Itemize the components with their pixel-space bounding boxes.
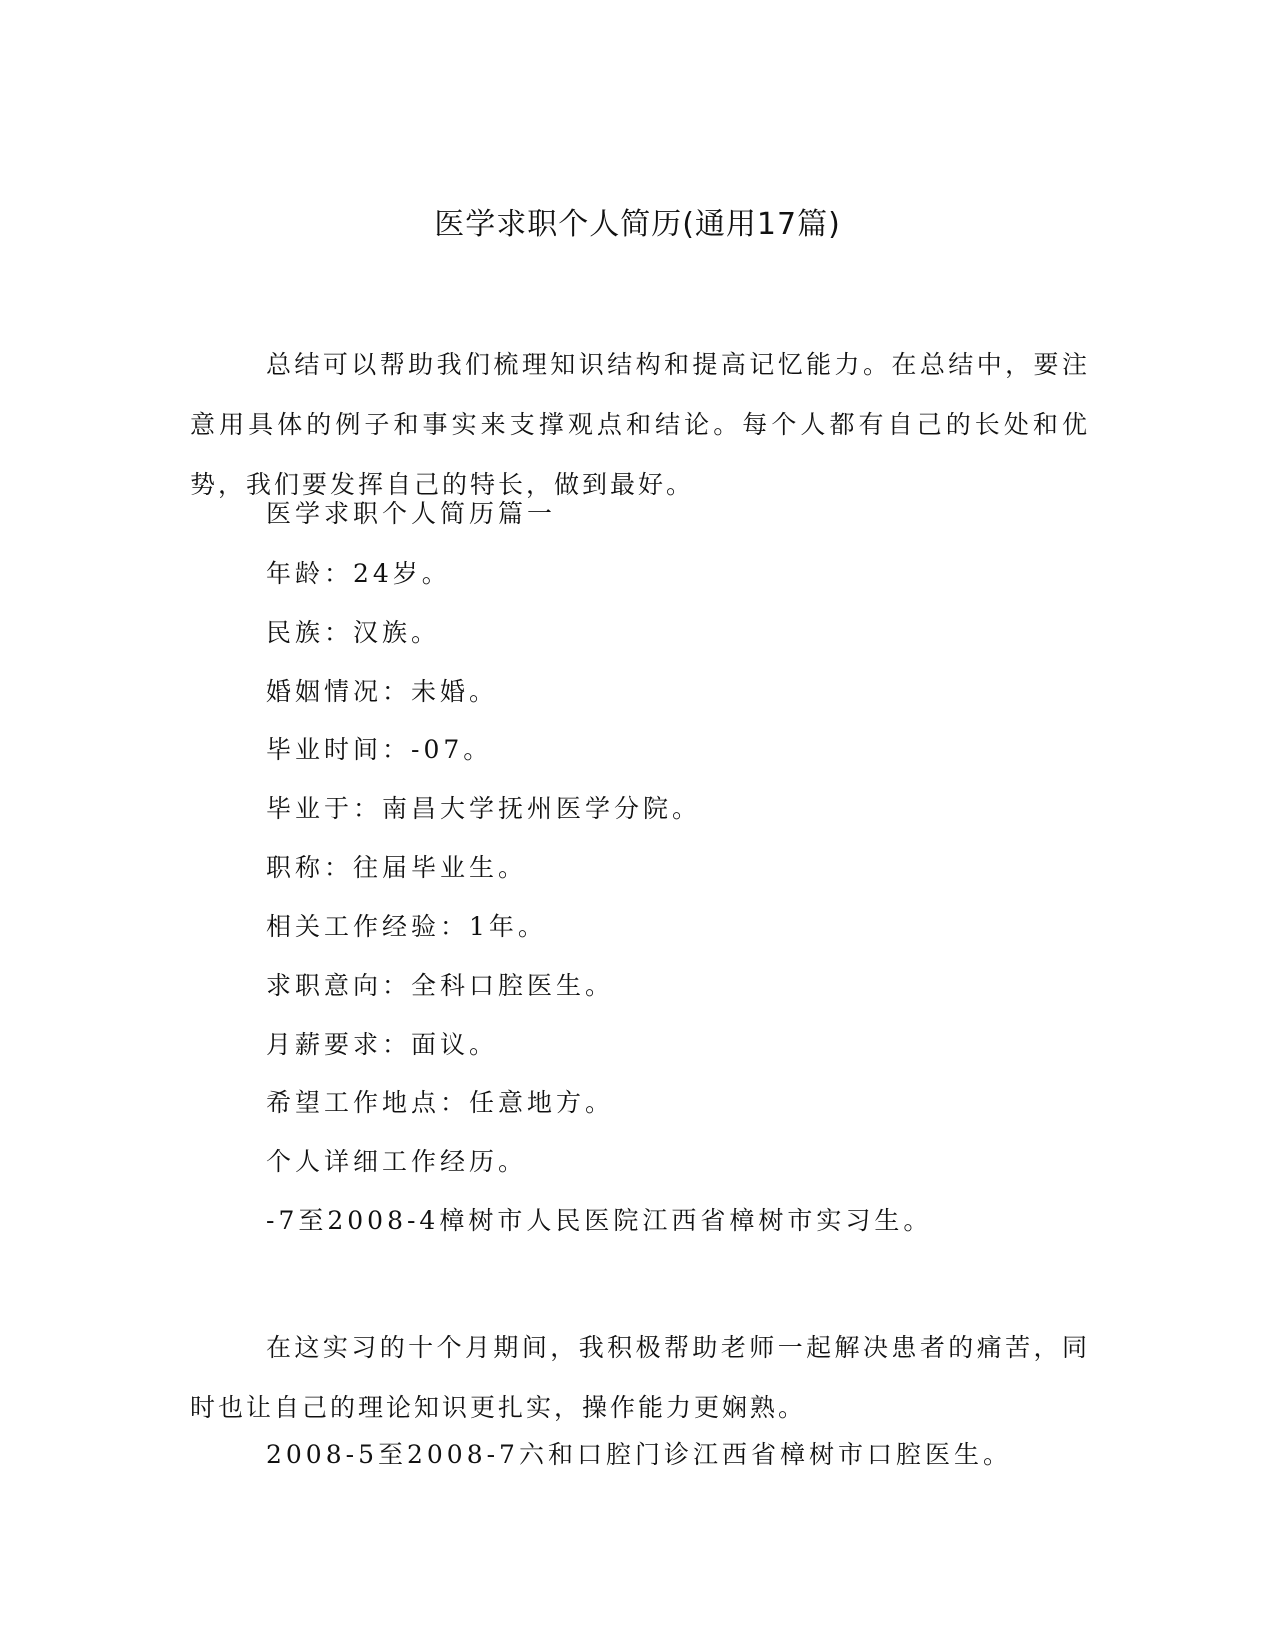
age-line: 年龄：24岁。 bbox=[266, 559, 451, 588]
work-history-heading: 个人详细工作经历。 bbox=[266, 1147, 528, 1176]
work-history-entry: 2008-5至2008-7六和口腔门诊江西省樟树市口腔医生。 bbox=[266, 1440, 1012, 1469]
graduation-time-line: 毕业时间：-07。 bbox=[266, 735, 493, 764]
work-experience-years-line: 相关工作经验：1年。 bbox=[266, 912, 547, 941]
job-intention-line: 求职意向：全科口腔医生。 bbox=[266, 971, 615, 1000]
salary-line: 月薪要求：面议。 bbox=[266, 1030, 499, 1059]
title-line: 职称：往届毕业生。 bbox=[266, 853, 528, 882]
intro-paragraph: 总结可以帮助我们梳理知识结构和提高记忆能力。在总结中，要注意用具体的例子和事实来支撑观点和结论。每个人都有自己的长处和优势，我们要发挥自己的特长，做到最好。 bbox=[190, 350, 1090, 499]
marital-status-line: 婚姻情况：未婚。 bbox=[266, 677, 499, 706]
document-title: 医学求职个人简历(通用17篇) bbox=[434, 207, 841, 242]
section-heading: 医学求职个人简历篇一 bbox=[266, 499, 557, 528]
experience-description: 在这实习的十个月期间，我积极帮助老师一起解决患者的痛苦，同时也让自己的理论知识更扎实，操作能力更娴熟。 bbox=[190, 1333, 1090, 1422]
graduated-from-line: 毕业于：南昌大学抚州医学分院。 bbox=[266, 794, 702, 823]
ethnicity-line: 民族：汉族。 bbox=[266, 618, 441, 647]
work-history-entry: -7至2008-4樟树市人民医院江西省樟树市实习生。 bbox=[266, 1206, 933, 1235]
work-location-line: 希望工作地点：任意地方。 bbox=[266, 1088, 615, 1117]
